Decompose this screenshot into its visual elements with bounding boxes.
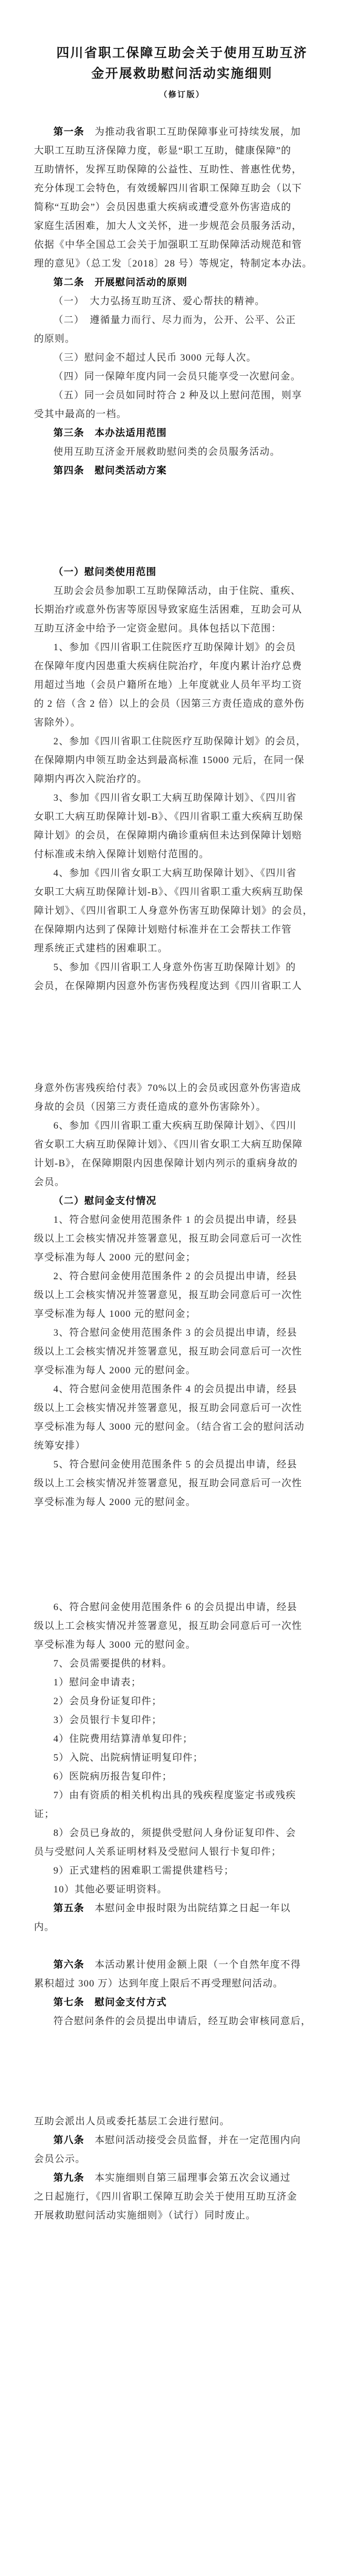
doc-line: 10）其他必要证明资料。 <box>53 1884 168 1895</box>
doc-line: 级以上工会核实情况并签署意见，报互助会同意后可一次性 <box>34 1403 303 1413</box>
document-subtitle: （修订版） <box>159 90 205 99</box>
doc-line: 6、参加《四川省职工重大疾病互助保障计划》、《四川 <box>53 1121 297 1131</box>
document-pages <box>0 123 364 2225</box>
doc-line: 级以上工会核实情况并签署意见，报互助会同意后可一次性 <box>34 1290 303 1300</box>
doc-line: 1、符合慰问金使用范围条件 1 的会员提出申请，经县 <box>53 1215 298 1225</box>
doc-line: 理系统正式建档的困难职工。 <box>34 943 169 954</box>
doc-line: （四）同一保障年度内同一会员只能享受一次慰问金。 <box>53 372 302 382</box>
article-number: 第八条 <box>53 2135 85 2146</box>
doc-line: 大职工互助互济保障力度，彰显“职工互助，健康保障”的 <box>34 146 292 156</box>
doc-line: 级以上工会核实情况并签署意见，报互助会同意后可一次性 <box>34 1234 303 1244</box>
doc-line: 计划-B》，在保障期限内因患保障计划内列示的重病身故的 <box>34 1158 298 1169</box>
doc-line: 享受标准为每人 2000 元的慰问金； <box>34 1252 197 1263</box>
doc-line: 在保障期内达到了保障计划赔付标准并在工会帮扶工作管 <box>34 925 292 935</box>
title-line-1: 四川省职工保障互助会关于使用互助互济 <box>56 46 308 60</box>
doc-line: 2、参加《四川省职工住院医疗互助保障计划》的会员， <box>53 736 307 747</box>
doc-line: 付标准或未纳入保障计划赔付范围的。 <box>34 849 210 860</box>
doc-line: 1、参加《四川省职工住院医疗互助保障计划》的会员 <box>53 642 297 653</box>
doc-line: 5、符合慰问金使用范围条件 5 的会员提出申请，经县 <box>53 1460 298 1470</box>
doc-line: 3、参加《四川省女职工大病互助保障计划》、《四川省 <box>53 793 297 803</box>
doc-line: 第九条 本实施细则自第三届理事会第五次会议通过 <box>53 2173 291 2183</box>
doc-line: 享受标准为每人 2000 元的慰问金。 <box>34 1365 197 1376</box>
doc-line: 7、会员需要提供的材料。 <box>53 1659 173 1669</box>
document-title <box>0 42 364 101</box>
page-5 <box>0 2112 364 2225</box>
doc-line: 障计划》、《四川省职工人身意外伤害互助保障计划》的会员， <box>34 906 314 916</box>
doc-line: 互助互济金中给予一定资金慰问。具体包括以下范围： <box>34 624 282 634</box>
doc-line: （二） 遵循量力而行、尽力而为，公开、公平、公正 <box>53 315 297 325</box>
doc-line: 2）会员身份证复印件； <box>53 1696 163 1707</box>
doc-line: 级以上工会核实情况并签署意见，报互助会同意后可一次性 <box>34 1478 303 1489</box>
doc-line: 省女职工大病互助保障计划》、《四川省女职工大病互助保障 <box>34 1140 303 1150</box>
doc-line: （一） 大力弘扬互助互济、爱心帮扶的精神。 <box>53 296 266 307</box>
title-line-2: 金开展救助慰问活动实施细则 <box>91 66 273 81</box>
doc-line: 障期内再次入院治疗的。 <box>34 774 148 784</box>
doc-line: 身故的会员（因第三方责任造成的意外伤害除外）。 <box>34 1102 267 1112</box>
doc-line: 害除外）。 <box>34 718 81 728</box>
doc-line: 1）慰问金申请表； <box>53 1677 142 1688</box>
doc-line: 享受标准为每人 3000 元的慰问金。（结合省工会的慰问活动 <box>34 1422 305 1432</box>
doc-line: 9）正式建档的困难职工需提供建档号； <box>53 1866 235 1876</box>
doc-line: 使用互助互济金开展救助慰问类的会员服务活动。 <box>53 447 281 457</box>
doc-line: 女职工大病互助保障计划-B》、《四川省职工重大疾病互助保 <box>34 812 304 822</box>
doc-line: 互助情怀，发挥互助保障的公益性、互助性、普惠性优势， <box>34 165 303 175</box>
page-1 <box>0 123 364 480</box>
doc-line: 受其中最高的一档。 <box>34 409 127 420</box>
doc-line: 7）由有资质的相关机构出具的残疾程度鉴定书或残疾 <box>53 1790 297 1801</box>
doc-line: 会员，在保障期内因意外伤害伤残程度达到《四川省职工人 <box>34 981 303 991</box>
doc-line: 3、符合慰问金使用范围条件 3 的会员提出申请，经县 <box>53 1328 298 1338</box>
doc-line: 符合慰问条件的会员提出申请后，经互助会审核同意后， <box>53 2016 312 2027</box>
section-heading: 第七条 慰问金支付方式 <box>53 1997 167 2008</box>
doc-line: 会员公示。 <box>34 2154 86 2164</box>
doc-line: 会员。 <box>34 1177 66 1188</box>
doc-line: 障计划》的会员，在保障期内确诊重病但未达到保障计划赔 <box>34 831 303 841</box>
doc-line: 第一条 为推动我省职工互助保障事业可持续发展，加 <box>53 127 302 137</box>
doc-line: （五）同一会员如同时符合 2 种及以上慰问范围，则享 <box>53 390 303 401</box>
article-number: 第九条 <box>53 2173 85 2183</box>
doc-line: 6、符合慰问金使用范围条件 6 的会员提出申请，经县 <box>53 1602 298 1613</box>
doc-line: 用超过当地（会员户籍所在地）上年度就业人员年平均工资 <box>34 680 303 690</box>
section-heading: 第三条 本办法适用范围 <box>53 428 167 438</box>
doc-line: 第五条 本慰问金申报时限为出院结算之日起一年以 <box>53 1903 291 1914</box>
doc-line: 之日起施行，《四川省职工保障互助会关于使用互助互济金 <box>34 2192 298 2202</box>
doc-line: 长期治疗或意外伤害等原因导致家庭生活困难，互助会可从 <box>34 605 303 615</box>
article-number: 第一条 <box>53 127 85 137</box>
doc-line: 5、参加《四川省职工人身意外伤害互助保障计划》的 <box>53 962 297 973</box>
page-3 <box>0 1079 364 1512</box>
doc-line: 8）会员已身故的，须提供受慰问人身份证复印件、会 <box>53 1828 297 1838</box>
doc-line: （三）慰问金不超过人民币 3000 元每人次。 <box>53 353 257 363</box>
article-number: 第五条 <box>53 1903 85 1914</box>
page-4 <box>0 1598 364 2031</box>
doc-line: 累积超过 300 万）达到年度上限后不再受理慰问活动。 <box>34 1979 284 1989</box>
article-number: 第六条 <box>53 1960 85 1970</box>
doc-line: 在保障年度内因患重大疾病住院治疗，年度内累计治疗总费 <box>34 661 303 671</box>
doc-line: 的 2 倍（含 2 倍）以上的会员（因第三方责任造成的意外伤 <box>34 699 305 709</box>
doc-line: 互助会会员参加职工互助保障活动，由于住院、重疾、 <box>53 586 302 596</box>
doc-line: 员与受慰问人关系证明材料及受慰问人银行卡复印件； <box>34 1847 282 1857</box>
doc-line: 充分体现工会特色，有效缓解四川省职工保障互助会（以下 <box>34 183 303 194</box>
doc-line: 4、符合慰问金使用范围条件 4 的会员提出申请，经县 <box>53 1384 298 1395</box>
section-heading: 第四条 慰问类活动方案 <box>53 466 167 476</box>
doc-line: 3）会员银行卡复印件； <box>53 1715 163 1725</box>
doc-line: 5）入院、出院病情证明复印件； <box>53 1753 204 1763</box>
doc-line: 级以上工会核实情况并签署意见，报互助会同意后可一次性 <box>34 1347 303 1357</box>
doc-line: 6）医院病历报告复印件； <box>53 1772 173 1782</box>
doc-line: 女职工大病互助保障计划-B》、《四川省职工重大疾病互助保 <box>34 887 304 897</box>
doc-line: 家庭生活困难，加大人文关怀，进一步规范会员服务活动， <box>34 221 303 231</box>
blank-line <box>34 1937 330 1956</box>
doc-line: 4、参加《四川省女职工大病互助保障计划》、《四川省 <box>53 868 297 878</box>
doc-line: 开展救助慰问活动实施细则》（试行）同时废止。 <box>34 2211 257 2221</box>
doc-line: 身意外伤害残疾给付表》70%以上的会员或因意外伤害造成 <box>34 1083 302 1093</box>
doc-line: 享受标准为每人 1000 元的慰问金； <box>34 1309 197 1319</box>
doc-line: 级以上工会核实情况并签署意见，报互助会同意后可一次性 <box>34 1621 303 1631</box>
doc-line: 享受标准为每人 3000 元的慰问金。 <box>34 1640 197 1650</box>
doc-line: 第八条 本慰问活动接受会员监督，并在一定范围内向 <box>53 2135 302 2146</box>
section-heading: 第二条 开展慰问活动的原则 <box>53 277 188 288</box>
doc-line: 在保障期内申领互助金达到最高标准 15000 元后，在同一保 <box>34 755 305 766</box>
doc-line: 4）住院费用结算清单复印件； <box>53 1734 194 1744</box>
doc-line: 互助会派出人员或委托基层工会进行慰问。 <box>34 2116 231 2127</box>
doc-line: 统筹安排） <box>34 1441 86 1451</box>
doc-line: 第六条 本活动累计使用金额上限（一个自然年度不得 <box>53 1960 302 1970</box>
doc-line: 理的意见》（总工发〔2018〕28 号）等规定，特制定本办法。 <box>34 259 313 269</box>
doc-line: 内。 <box>34 1922 55 1932</box>
doc-line: 依据《中华全国总工会关于加强职工互助保障活动规范和管 <box>34 240 303 250</box>
doc-line: 证； <box>34 1809 55 1820</box>
section-heading: （一）慰问类使用范围 <box>53 567 157 577</box>
doc-line: 2、符合慰问金使用范围条件 2 的会员提出申请，经县 <box>53 1271 298 1282</box>
section-heading: （二）慰问金支付情况 <box>53 1196 157 1206</box>
doc-line: 简称“互助会”）会员因患重大疾病或遭受意外伤害造成的 <box>34 202 292 212</box>
doc-line: 的原则。 <box>34 334 76 344</box>
page-2 <box>0 563 364 996</box>
doc-line: 享受标准为每人 2000 元的慰问金。 <box>34 1497 197 1507</box>
